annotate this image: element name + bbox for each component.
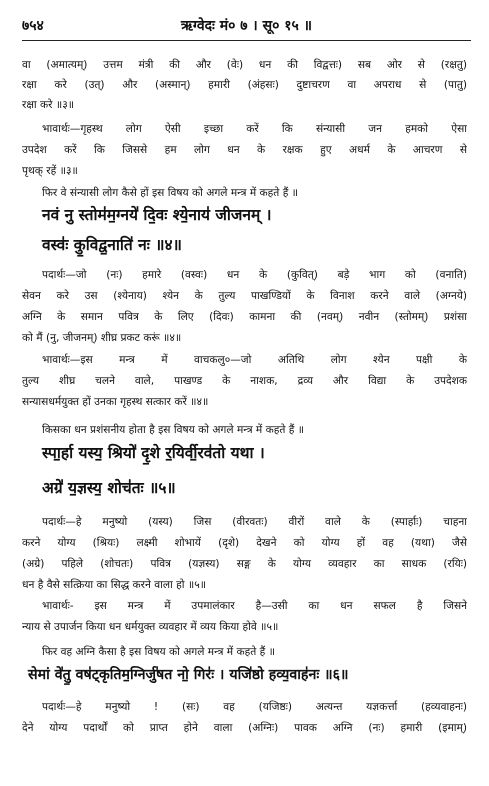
bhavartha-line: तुल्य शीघ्र चलने वाले, पाखण्ड के नाशक, द्रव्य और विद्या के उपदेशक (22, 375, 467, 387)
bhavartha-line: पृथक् रहें ॥३॥ (22, 165, 78, 177)
padartha-line: सेवन करे उस (श्येनाय) श्येन के तुल्य पाखण्डियों के विनाश करने वाले (अग्नये) (22, 290, 467, 302)
bhavartha-line: उपदेश करें कि जिससे हम लोग धन के रक्षक हुए अधर्म के आचरण से (22, 144, 467, 156)
mantra-line: स्पा॒र्हा यस्य॒ श्रियो॑ दृ॒शे र॒यिर्वी॒रव॑तो यथा । (42, 444, 265, 462)
running-title: ऋग्वेदः मं० ७ । सू० १५ ॥ (180, 18, 313, 34)
mantra-line: अग्रे॑ य॒ज्ञस्य॒ शोच॑तः ॥५॥ (42, 479, 176, 497)
intro-line: फिर वे संन्यासी लोग कैसे हों इस विषय को अगले मन्त्र में कहते हैं ॥ (42, 187, 299, 199)
page-number: ७५४ (22, 18, 44, 34)
page-header (22, 10, 471, 36)
padartha-line: पदार्थः—हे मनुष्यो ! (सः) वह (यजिष्ठः) अत्यन्त यज्ञकर्त्ता (हव्यवाहनः) (42, 701, 467, 713)
padartha-line: पदार्थः—जो (नः) हमारे (वस्वः) धन के (कुवित्) बड़े भाग को (वनाति) (42, 269, 467, 281)
padartha-line: (अग्रे) पहिले (शोचतः) पवित्र (यज्ञस्य) सङ्ग के योग्य व्यवहार का साधक (रयिः) (22, 558, 467, 570)
bhavartha-line: सन्यासधर्मयुक्त हों उनका गृहस्थ सत्कार करें ॥४॥ (22, 396, 209, 408)
intro-line: फिर वह अग्नि कैसा है इस विषय को अगले मन्त्र में कहते हैं ॥ (42, 646, 276, 658)
bhavartha-line: भावार्थः- इस मन्त्र में उपमालंकार है—उसी का धन सफल है जिसने (42, 600, 467, 612)
header-rule (22, 40, 471, 41)
mantra-line: वस्वः॑ कु॒विद्व॒नाति॑ नः ॥४॥ (42, 236, 182, 254)
padartha-line: करने योग्य (श्रियः) लक्ष्मी शोभायें (दृशे) देखने को योग्य हों वह (यथा) जैसे (22, 537, 467, 549)
bhavartha-line: भावार्थः—गृहस्थ लोग ऐसी इच्छा करें कि संन्यासी जन हमको ऐसा (42, 123, 467, 135)
bhavartha-line: भावार्थः—इस मन्त्र में वाचकलु०—जो अतिथि लोग श्येन पक्षी के (42, 354, 467, 366)
mantra-line: सेमां वे॑तु॒ वष॑ट्कृतिम॒ग्निर्जु॑षत नो॒ गिरः॑ । यजि॑ष्ठो हव्य॒वाह॑नः ॥६॥ (28, 667, 349, 683)
padartha-line: धन है वैसे सत्क्रिया का सिद्ध करने वाला हो ॥५॥ (22, 579, 207, 591)
padartha-line: को मैं (नु, जीजनम्) शीघ्र प्रकट करूं ॥४॥ (22, 332, 182, 344)
padartha-line: रक्षा करे ॥३॥ (22, 99, 75, 111)
padartha-line: अग्नि के समान पवित्र के लिए (दिवः) कामना की (नवम्) नवीन (स्तोमम्) प्रशंसा (22, 311, 467, 323)
padartha-line: पदार्थः—हे मनुष्यो (यस्य) जिस (वीरवतः) वीरों वाले के (स्पार्हाः) चाहना (42, 516, 467, 528)
padartha-line: देने योग्य पदार्थों को प्राप्त होने वाला (अग्निः) पावक अग्नि (नः) हमारी (इमाम्) (22, 722, 467, 734)
bhavartha-line: न्याय से उपार्जन किया धन धर्मयुक्त व्यवहार में व्यय किया होवे ॥५॥ (22, 621, 279, 633)
mantra-line: नवं नु स्तोम॑म॒ग्नये॑ दि॒वः श्ये॒नाय॑ जीजनम् । (42, 206, 272, 224)
intro-line: किसका धन प्रशंसनीय होता है इस विषय को अगले मन्त्र में कहते हैं ॥ (42, 424, 305, 436)
padartha-line: वा (अमात्यम्) उत्तम मंत्री की और (वेः) धन की विद्वत्तः) सब ओर से (रक्षतु) (22, 59, 467, 71)
padartha-line: रक्षा करे (उत्) और (अस्मान्) हमारी (अंहसः) दुष्टाचरण वा अपराध से (पातु) (22, 79, 467, 91)
